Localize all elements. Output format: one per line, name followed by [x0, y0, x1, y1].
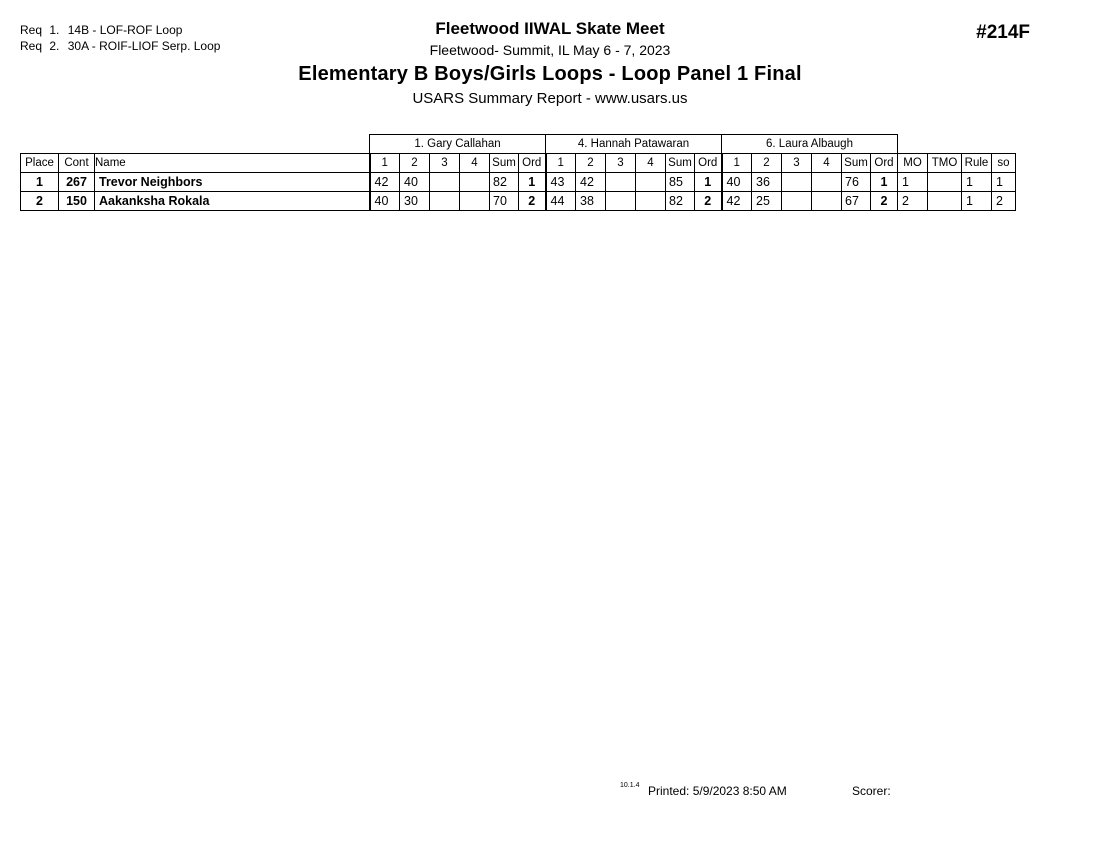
judge-header-row [21, 135, 1016, 154]
event-title: Elementary B Boys/Girls Loops - Loop Panel 1 Final [298, 63, 802, 85]
event-number: #214F [976, 22, 1030, 43]
cell-mo: 2 [898, 192, 928, 211]
cell-j2-sum: 85 [666, 173, 695, 192]
cell-j3-score-2: 36 [752, 173, 782, 192]
scorer-label: Scorer: [852, 784, 891, 798]
cell-j1-sum: 82 [490, 173, 519, 192]
header-place: Place [21, 154, 59, 173]
cell-j2-score-2: 38 [576, 192, 606, 211]
header-mo: MO [898, 154, 928, 173]
cell-j3-score-4 [812, 173, 842, 192]
cell-so: 2 [992, 192, 1016, 211]
cell-mo: 1 [898, 173, 928, 192]
cell-j2-ord: 2 [695, 192, 722, 211]
cell-so: 1 [992, 173, 1016, 192]
cell-j1-ord: 1 [519, 173, 546, 192]
cell-place: 1 [21, 173, 59, 192]
cell-j3-sum: 76 [842, 173, 871, 192]
cell-j2-score-1: 43 [546, 173, 576, 192]
cell-cont: 150 [59, 192, 95, 211]
cell-tmo [928, 173, 962, 192]
header-j3-ord: Ord [871, 154, 898, 173]
spacer-cell [898, 135, 928, 154]
header-so: so [992, 154, 1016, 173]
header-j1-ord: Ord [519, 154, 546, 173]
header-j3-score-4: 4 [812, 154, 842, 173]
version-text: 10.1.4 [620, 782, 640, 789]
column-header-row [21, 154, 1016, 173]
cell-j1-score-3 [430, 173, 460, 192]
table-row [21, 192, 1016, 211]
spacer-cell [992, 135, 1016, 154]
spacer-cell [962, 135, 992, 154]
cell-j1-score-4 [460, 192, 490, 211]
requirement-number: 2. [49, 39, 60, 53]
cell-cont: 267 [59, 173, 95, 192]
header-j3-score-3: 3 [782, 154, 812, 173]
cell-place: 2 [21, 192, 59, 211]
header-j2-ord: Ord [695, 154, 722, 173]
judge-1-label: 1. Gary Callahan [370, 135, 546, 154]
meet-location-dates: Fleetwood- Summit, IL May 6 - 7, 2023 [429, 42, 671, 58]
cell-j2-score-4 [636, 192, 666, 211]
cell-rule: 1 [962, 192, 992, 211]
cell-j3-score-4 [812, 192, 842, 211]
cell-j1-score-1: 40 [370, 192, 400, 211]
header-j3-score-2: 2 [752, 154, 782, 173]
spacer-cell [928, 135, 962, 154]
cell-j1-score-3 [430, 192, 460, 211]
cell-j2-score-3 [606, 192, 636, 211]
cell-j1-score-1: 42 [370, 173, 400, 192]
header-j3-sum: Sum [842, 154, 871, 173]
judge-3-label: 6. Laura Albaugh [722, 135, 898, 154]
header-j2-score-1: 1 [546, 154, 576, 173]
requirement-text: 14B - LOF-ROF Loop [67, 23, 183, 37]
cell-j1-score-4 [460, 173, 490, 192]
cell-j2-ord: 1 [695, 173, 722, 192]
cell-name: Aakanksha Rokala [95, 192, 370, 211]
cell-tmo [928, 192, 962, 211]
cell-j1-sum: 70 [490, 192, 519, 211]
cell-j1-score-2: 30 [400, 192, 430, 211]
requirement-label: Req [20, 39, 43, 53]
cell-j1-ord: 2 [519, 192, 546, 211]
header-j1-score-2: 2 [400, 154, 430, 173]
cell-j3-score-1: 40 [722, 173, 752, 192]
cell-j2-sum: 82 [666, 192, 695, 211]
cell-rule: 1 [962, 173, 992, 192]
cell-j3-score-3 [782, 173, 812, 192]
printed-timestamp: Printed: 5/9/2023 8:50 AM [648, 784, 787, 798]
cell-j3-score-3 [782, 192, 812, 211]
requirement-number: 1. [49, 23, 60, 37]
results-table [20, 134, 1016, 211]
report-header [0, 18, 1100, 110]
cell-j3-sum: 67 [842, 192, 871, 211]
header-j2-score-3: 3 [606, 154, 636, 173]
header-j1-sum: Sum [490, 154, 519, 173]
spacer-cell [21, 135, 59, 154]
header-tmo: TMO [928, 154, 962, 173]
header-j3-score-1: 1 [722, 154, 752, 173]
header-rule: Rule [962, 154, 992, 173]
header-name: Name [95, 154, 370, 173]
cell-j2-score-4 [636, 173, 666, 192]
cell-name: Trevor Neighbors [95, 173, 370, 192]
spacer-cell [59, 135, 95, 154]
header-j2-score-2: 2 [576, 154, 606, 173]
header-j1-score-3: 3 [430, 154, 460, 173]
results-table-wrap [20, 134, 1016, 211]
header-cont: Cont [59, 154, 95, 173]
cell-j3-score-2: 25 [752, 192, 782, 211]
cell-j2-score-1: 44 [546, 192, 576, 211]
cell-j3-ord: 2 [871, 192, 898, 211]
requirement-label: Req [20, 23, 43, 37]
header-j2-sum: Sum [666, 154, 695, 173]
header-j1-score-4: 4 [460, 154, 490, 173]
table-row [21, 173, 1016, 192]
requirement-text: 30A - ROIF-LIOF Serp. Loop [67, 39, 221, 53]
report-source-line: USARS Summary Report - www.usars.us [412, 90, 688, 107]
cell-j2-score-3 [606, 173, 636, 192]
header-j2-score-4: 4 [636, 154, 666, 173]
cell-j1-score-2: 40 [400, 173, 430, 192]
header-j1-score-1: 1 [370, 154, 400, 173]
meet-title: Fleetwood IIWAL Skate Meet [435, 19, 665, 38]
cell-j3-score-1: 42 [722, 192, 752, 211]
judge-2-label: 4. Hannah Patawaran [546, 135, 722, 154]
spacer-cell [95, 135, 370, 154]
cell-j3-ord: 1 [871, 173, 898, 192]
cell-j2-score-2: 42 [576, 173, 606, 192]
